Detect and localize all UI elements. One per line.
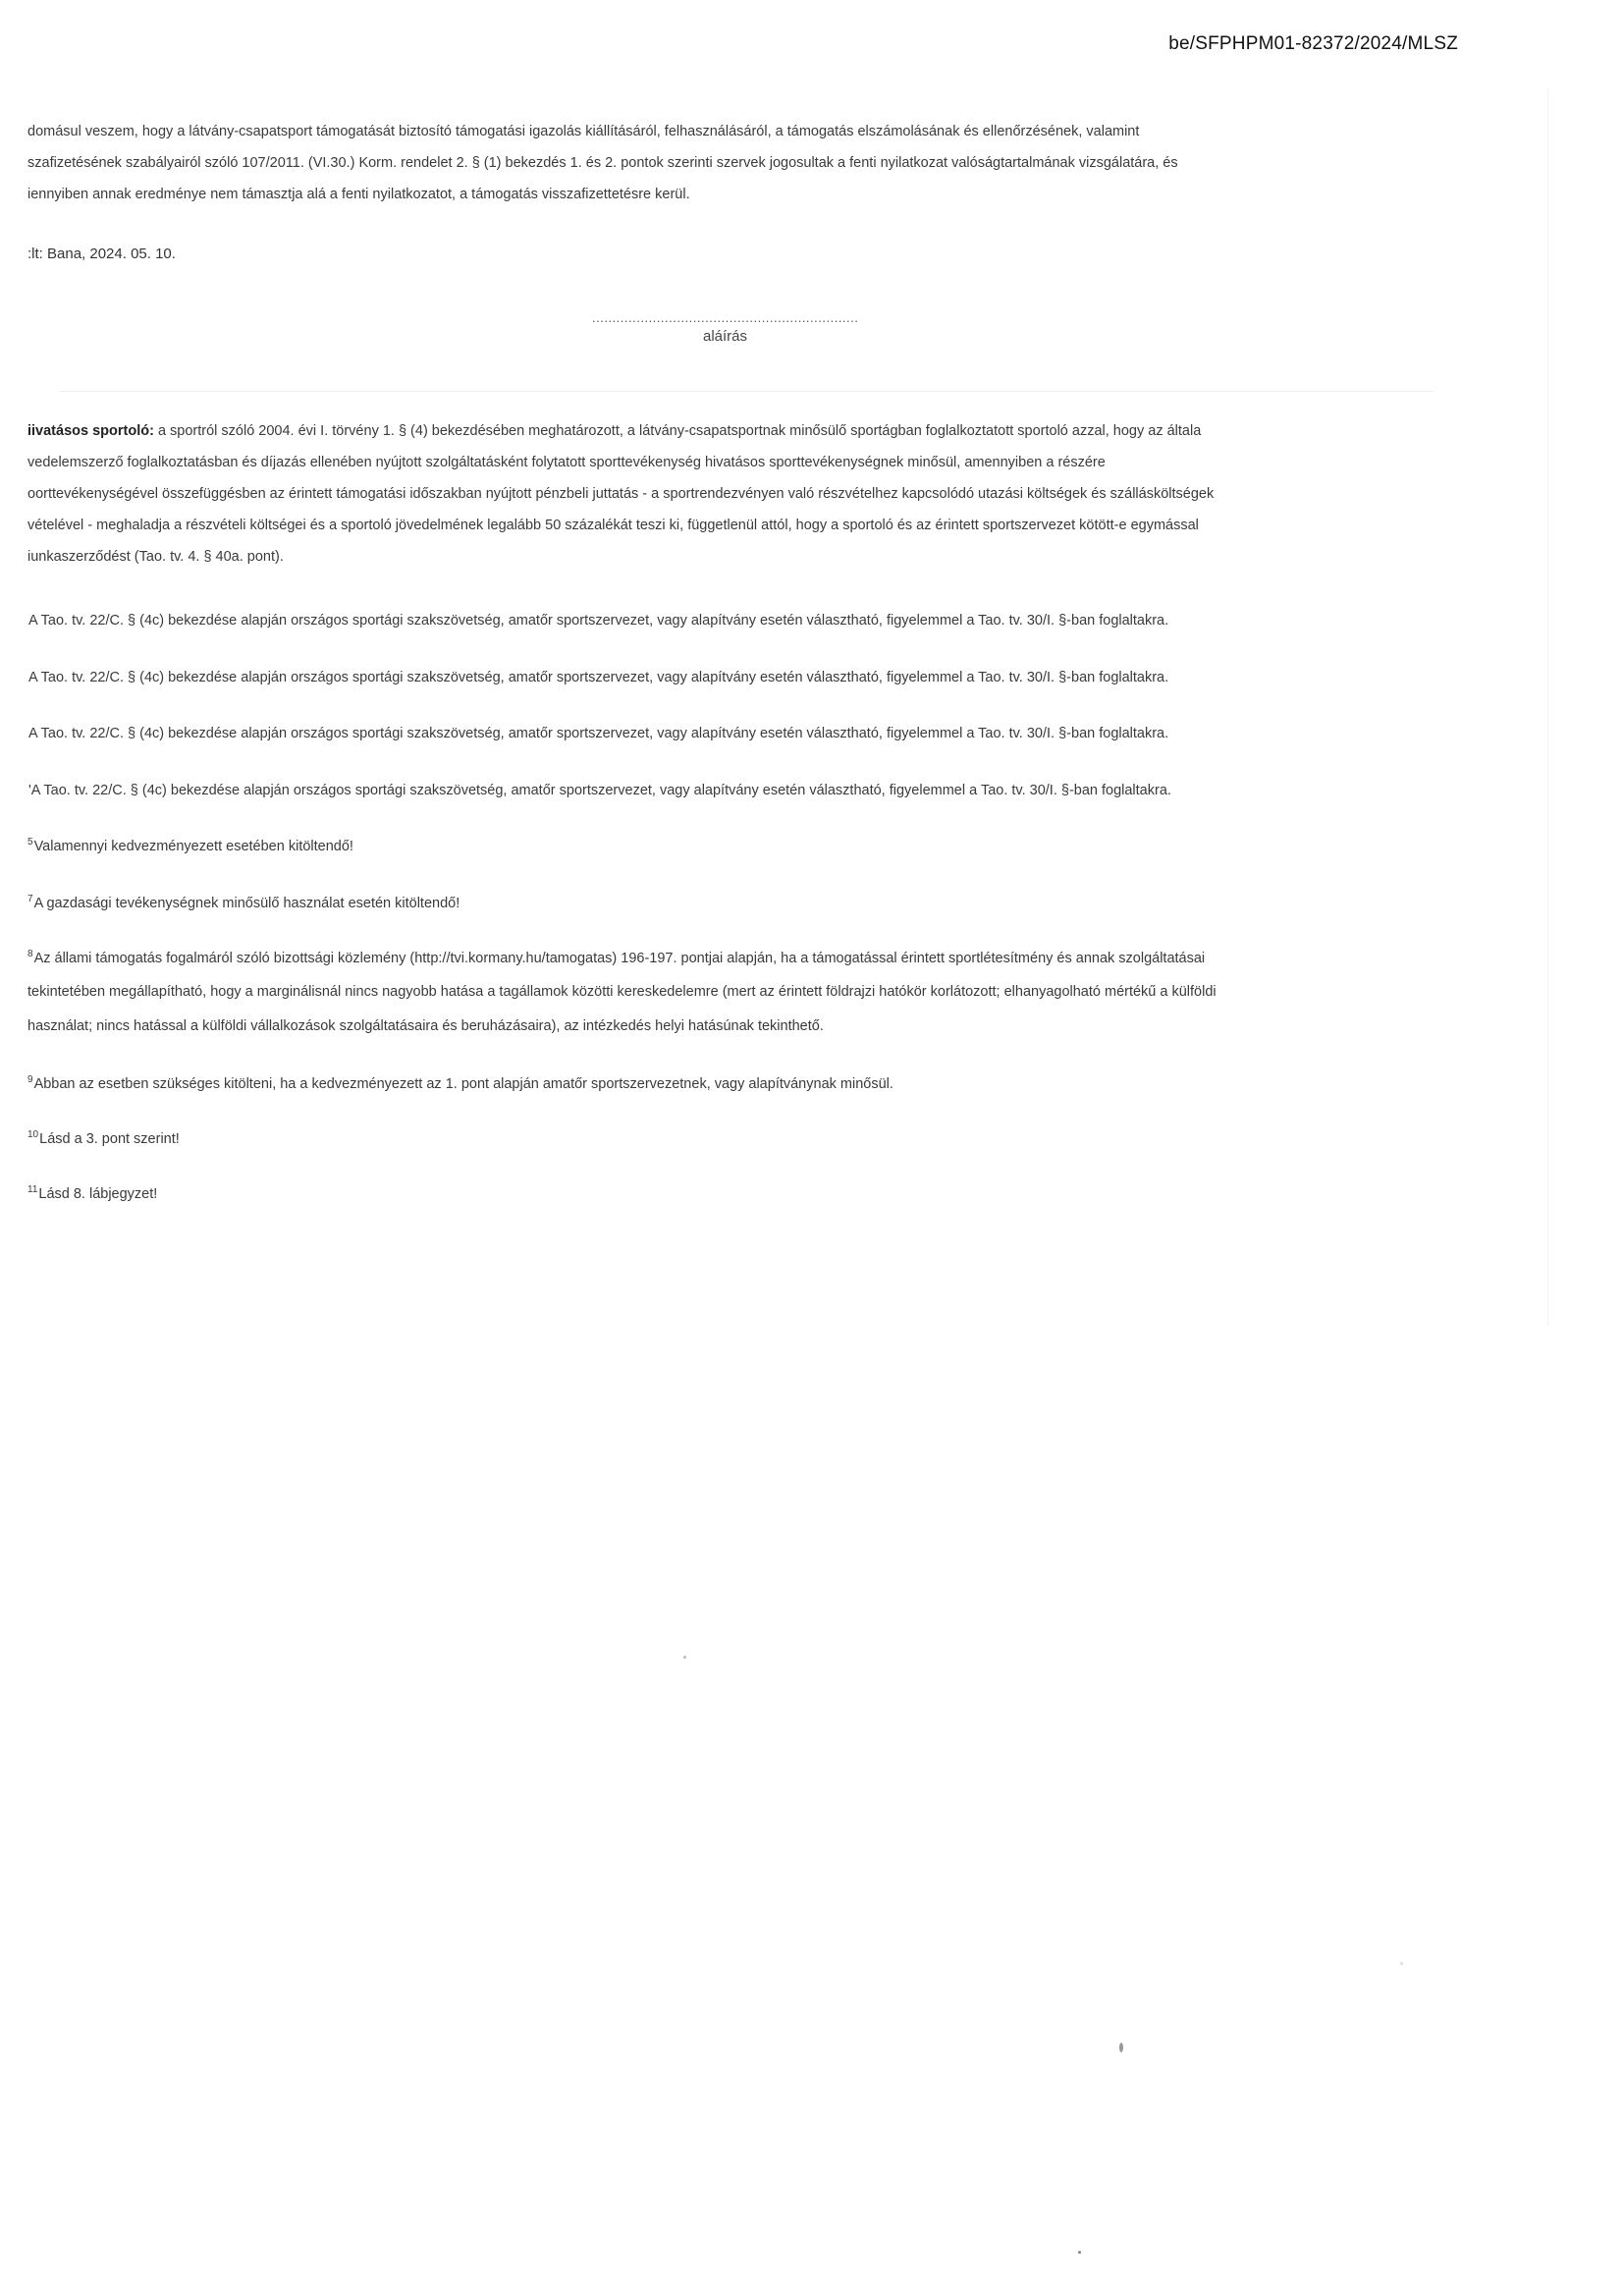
footnote: A Tao. tv. 22/C. § (4c) bekezdése alapján országos sportági szakszövetség, amatőr sportszervezet, vagy alapítvány esetén választható, figyelemmel a Tao. tv. 30/I. §-ban foglaltakra. xyxy=(28,670,1169,685)
scan-speck xyxy=(683,1656,686,1659)
definition-term: iivatásos sportoló: xyxy=(27,423,154,439)
definition-line: vételével - meghaladja a részvételi költségei és a sportoló jövedelmének legalább 50 százalékát teszi ki, függetlenül attól, hogy a sportoló és az érintett sportszervezet kötött-e egymással xyxy=(27,518,1199,533)
footnote: $^9$Abban az esetben szükséges kitölteni, ha a kedvezményezett az 1. pont alapján amatőr sportszervezetnek, vagy alapítványnak minősül. xyxy=(27,1074,893,1092)
scan-speck xyxy=(1078,2251,1081,2254)
scan-speck xyxy=(1119,2043,1123,2052)
declaration-line: iennyiben annak eredménye nem támasztja alá a fenti nyilatkozatot, a támogatás visszafizettetésre kerül. xyxy=(27,187,690,202)
scan-speck xyxy=(1400,1962,1403,1965)
place-date-line: :lt: Bana, 2024. 05. 10. xyxy=(27,246,176,262)
definition-line: vedelemszerző foglalkoztatásban és díjazás ellenében nyújtott szolgáltatásként folytatott sporttevékenység hivatásos sporttevékenységnek minősül, amennyiben a részére xyxy=(27,455,1106,470)
declaration-paragraph xyxy=(27,116,1443,210)
signature-label: aláírás xyxy=(703,328,748,345)
definition-text: a sportról szóló 2004. évi I. törvény 1. § (4) bekezdésében meghatározott, a látvány-csapatsportnak minősülő sportágban foglalkoztatott sportoló azzal, hogy az általa xyxy=(153,423,1202,439)
footnote-continuation: tekintetében megállapítható, hogy a marginálisnál nincs nagyobb hatása a tagállamok közötti kereskedelemre (mert az érintett földrajzi hatókör korlátozott; elhanyagolható mértékű a külföldi xyxy=(27,984,1217,1000)
footnote-continuation: használat; nincs hatással a külföldi vállalkozások szolgáltatásaira és beruházásaira), az intézkedés helyi hatásúnak tekinthető. xyxy=(27,1018,824,1034)
footnote: 'A Tao. tv. 22/C. § (4c) bekezdése alapján országos sportági szakszövetség, amatőr sportszervezet, vagy alapítvány esetén választható, figyelemmel a Tao. tv. 30/I. §-ban foglaltakra. xyxy=(28,783,1171,798)
footnote: $^8$Az állami támogatás fogalmáról szóló bizottsági közlemény (http://tvi.kormany.hu/tamogatas) 196-197. pontjai alapján, ha a támogatással érintett sportlétesítmény és annak szolgáltatásai xyxy=(27,949,1206,966)
definition-line xyxy=(27,415,1443,447)
section-divider xyxy=(59,391,1434,392)
declaration-line: domásul veszem, hogy a látvány-csapatsport támogatását biztosító támogatási igazolás kiállításáról, felhasználásáról, a támogatás elszámolásának és ellenőrzésének, valamint xyxy=(27,124,1140,139)
definition-line: iunkaszerződést (Tao. tv. 4. § 40a. pont). xyxy=(27,549,284,565)
footnote: $^7$A gazdasági tevékenységnek minősülő használat esetén kitöltendő! xyxy=(27,894,460,911)
definition-paragraph xyxy=(27,415,1443,573)
footnote: $^5$Valamennyi kedvezményezett esetében kitöltendő! xyxy=(27,837,353,854)
document-reference-number: be/SFPHPM01-82372/2024/MLSZ xyxy=(1168,33,1458,54)
footnote: A Tao. tv. 22/C. § (4c) bekezdése alapján országos sportági szakszövetség, amatőr sportszervezet, vagy alapítvány esetén választható, figyelemmel a Tao. tv. 30/I. §-ban foglaltakra. xyxy=(28,613,1169,629)
definition-line: oorttevékenységével összefüggésben az érintett támogatási időszakban nyújtott pénzbeli juttatás - a sportrendezvényen való részvételhez kapcsolódó utazási költségek és szállásköltségek xyxy=(27,486,1215,502)
declaration-line: szafizetésének szabályairól szóló 107/2011. (VI.30.) Korm. rendelet 2. § (1) bekezdés 1. és 2. pontok szerinti szervek jogosultak a fenti nyilatkozat valóságtartalmának vizsgálatára, és xyxy=(27,155,1178,171)
footnote: A Tao. tv. 22/C. § (4c) bekezdése alapján országos sportági szakszövetség, amatőr sportszervezet, vagy alapítvány esetén választható, figyelemmel a Tao. tv. 30/I. §-ban foglaltakra. xyxy=(28,726,1169,741)
footnote: $^{11}$Lásd 8. lábjegyzet! xyxy=(27,1184,158,1202)
footnote: $^{10}$Lásd a 3. pont szerint! xyxy=(27,1129,180,1147)
signature-dotted-line: .................................................................. xyxy=(592,310,859,325)
scan-edge-line xyxy=(1547,88,1548,1326)
